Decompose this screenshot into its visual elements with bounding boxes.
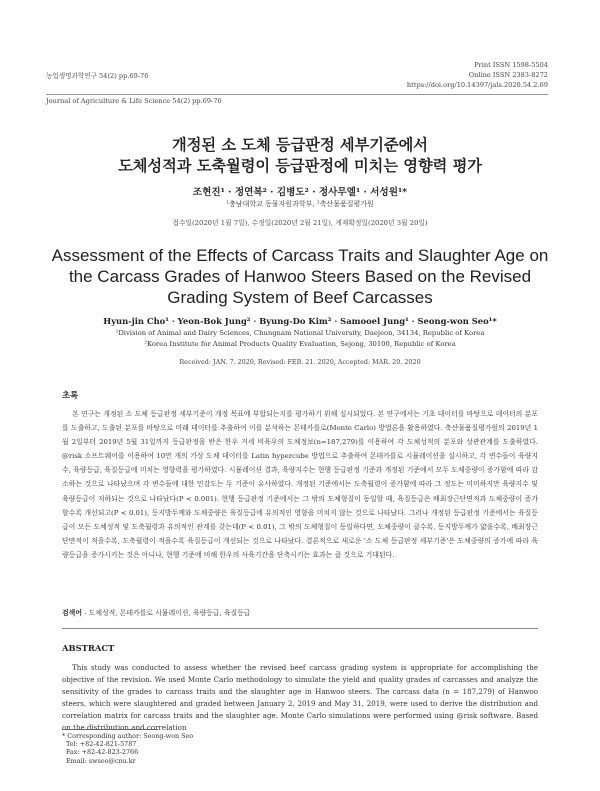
english-abstract <box>62 662 538 735</box>
footnote-divider <box>62 729 158 730</box>
journal-header-right <box>407 60 548 91</box>
footnote <box>62 732 193 765</box>
abstract-divider <box>62 628 538 629</box>
korean-title-line-2: 도체성적과 도축월령이 등급판정에 미치는 영향력 평가 <box>118 157 482 175</box>
english-authors: Hyun-jin Cho¹ · Yeon-Bok Jung² · Byung-Do Kim² · Samooel Jung¹ · Seong-won Seo¹* <box>103 316 497 326</box>
korean-abstract <box>62 407 538 562</box>
keywords-list: - 도체성적, 몬테카를로 시뮬레이션, 육량등급, 육질등급 <box>81 609 251 617</box>
english-abstract-heading: ABSTRACT <box>62 643 115 653</box>
korean-dates: 접수일(2020년 1월 7일), 수정일(2020년 2월 21일), 게재확정일(2020년 3월 20일) <box>172 219 428 227</box>
affiliation-1: ¹Division of Animal and Dairy Sciences, Chungnam National University, Daejeon, 34134, Republic of Korea <box>115 329 485 337</box>
korean-title-line-1: 개정된 소 도체 등급판정 세부기준에서 <box>172 136 428 154</box>
korean-abstract-body: 본 연구는 개정된 소 도체 등급판정 세부기준이 개정 목표에 부합되는지를 평가하기 위해 실시되었다. 본 연구에서는 기초 데이터를 바탕으로 데이터의 분포를 도출하고, 도출된 분포를 바탕으로 미래 데이터를 추출하여 이를 분석하는 몬테카를로(Monte Carlo) 방법론을 활용하였다. 축산물품질평가원의 2019년 1월 2일부터 2019년 5월 31일까지 등급판정을 받은 한우 거세 비육우의 도체정보(n=187,279)를 이용하여 각 도체성적의 분포와 상관관계를 도출하였다. @risk 소프트웨어를 이용하여 10만 개의 가상 도체 데이터를 Latin hypercube 방법으로 추출하여 몬테카를로 시뮬레이션을 실시하고, 각 변수들이 육량지수, 육량등급, 육질등급에 미치는 영향력을 평가하였다. 시뮬레이션 결과, 육량지수는 현행 등급판정 기준과 개정된 기준에서 모두 도체중량이 증가함에 따라 감소하는 것으로 나타났으며 각 변수들에 대한 민감도는 두 기준이 유사하였다. 개정된 기준에서는 도축월령이 증가함에 따라 그 정도는 미미하지만 육량지수 및 육량등급이 저하되는 것으로 나타났다(P < 0.001). 현행 등급판정 기준에서는 그 밖의 도체형질이 동일할 때, 육질등급은 배최장근단면적과 도체중량이 증가할수록 개선되고(P < 0.01), 등지방두께와 도체중량은 육질등급에 유의적인 영향을 미치지 않는 것으로 나타났다. 그러나 개정된 등급판정 기준에서는 육질등급이 모든 도체성적 및 도축월령과 유의적인 관계를 갖는데(P < 0.01), 그 밖의 도체형질이 동일하다면, 도체중량이 클수록, 등지방두께가 얇을수록, 배최장근단면적이 적을수록, 도축월령이 적을수록 육질등급이 개선되는 것으로 나타났다. 결론적으로 새로운 '소 도체 등급판정 세부기준'은 도체중량의 증가에 따라 육량등급을 증가시키는 것은 아니나, 현행 기준에 비해 한우의 사육기간을 단축시키는 효과는 클 것으로 기대된다. <box>62 410 538 559</box>
korean-affiliation: ¹충남대학교 동물자원과학부, ²축산물품질평가원 <box>226 200 374 208</box>
journal-name-english: Journal of Agriculture & Life Science 54(2) pp.69-76 <box>46 97 222 105</box>
english-title-line-3: Grading System of Beef Carcasses <box>167 288 433 307</box>
doi-link[interactable]: https://doi.org/10.14397/jals.2020.54.2.69 <box>406 81 548 90</box>
english-title-line-1: Assessment of the Effects of Carcass Traits and Slaughter Age on <box>51 246 549 265</box>
english-title-line-2: the Carcass Grades of Hanwoo Steers Based on the Revised <box>68 267 532 286</box>
corresponding-author: * Corresponding author: Seong-won Seo <box>62 732 194 740</box>
telephone: Tel: +82-42-821-5787 <box>66 740 137 749</box>
keywords-label: 검색어 <box>62 609 82 617</box>
english-title <box>40 245 560 308</box>
fax: Fax: +82-42-823-2766 <box>66 748 139 757</box>
online-issn: Online ISSN 2383-8272 <box>468 71 548 80</box>
journal-name-korean: 농업생명과학연구 54(2) pp.69-76 <box>46 72 149 80</box>
english-abstract-body: This study was conducted to assess whether the revised beef carcass grading system is appropriate for accomplishing the objective of the revision. We used Monte Carlo methodology to simulate the yield and quality grades of carcasses and analyze the sensitivity of the grades to carcass traits and the slaughter age in Hanwoo steers. The carcass data (n = 187,279) of Hanwoo steers, which were slaughtered and graded between January 2, 2019 and May 31, 2019, were used to derive the distribution and correlation matrix for carcass traits and the slaughter age. Monte Carlo simulations were performed using @risk software. Based on the distribution and correlation <box>62 663 538 733</box>
print-issn: Print ISSN 1598-5504 <box>474 61 548 69</box>
affiliation-2: ²Korea Institute for Animal Products Quality Evaluation, Sejong, 30100, Republic of Korea <box>144 340 456 348</box>
korean-abstract-heading: 초록 <box>62 390 79 400</box>
english-dates: Received: JAN. 7. 2020, Revised: FEB. 21. 2020, Accepted: MAR. 20. 2020 <box>179 358 421 366</box>
email-link[interactable]: Email: swseo@cnu.kr <box>66 756 136 765</box>
korean-title <box>0 135 600 177</box>
english-affiliations <box>0 328 600 350</box>
journal-header-left <box>46 71 148 81</box>
header-divider <box>46 94 548 95</box>
keywords-line <box>62 607 538 617</box>
korean-authors: 조현진¹ · 정연복² · 김병도² · 정사무엘¹ · 서성원¹* <box>192 187 408 198</box>
